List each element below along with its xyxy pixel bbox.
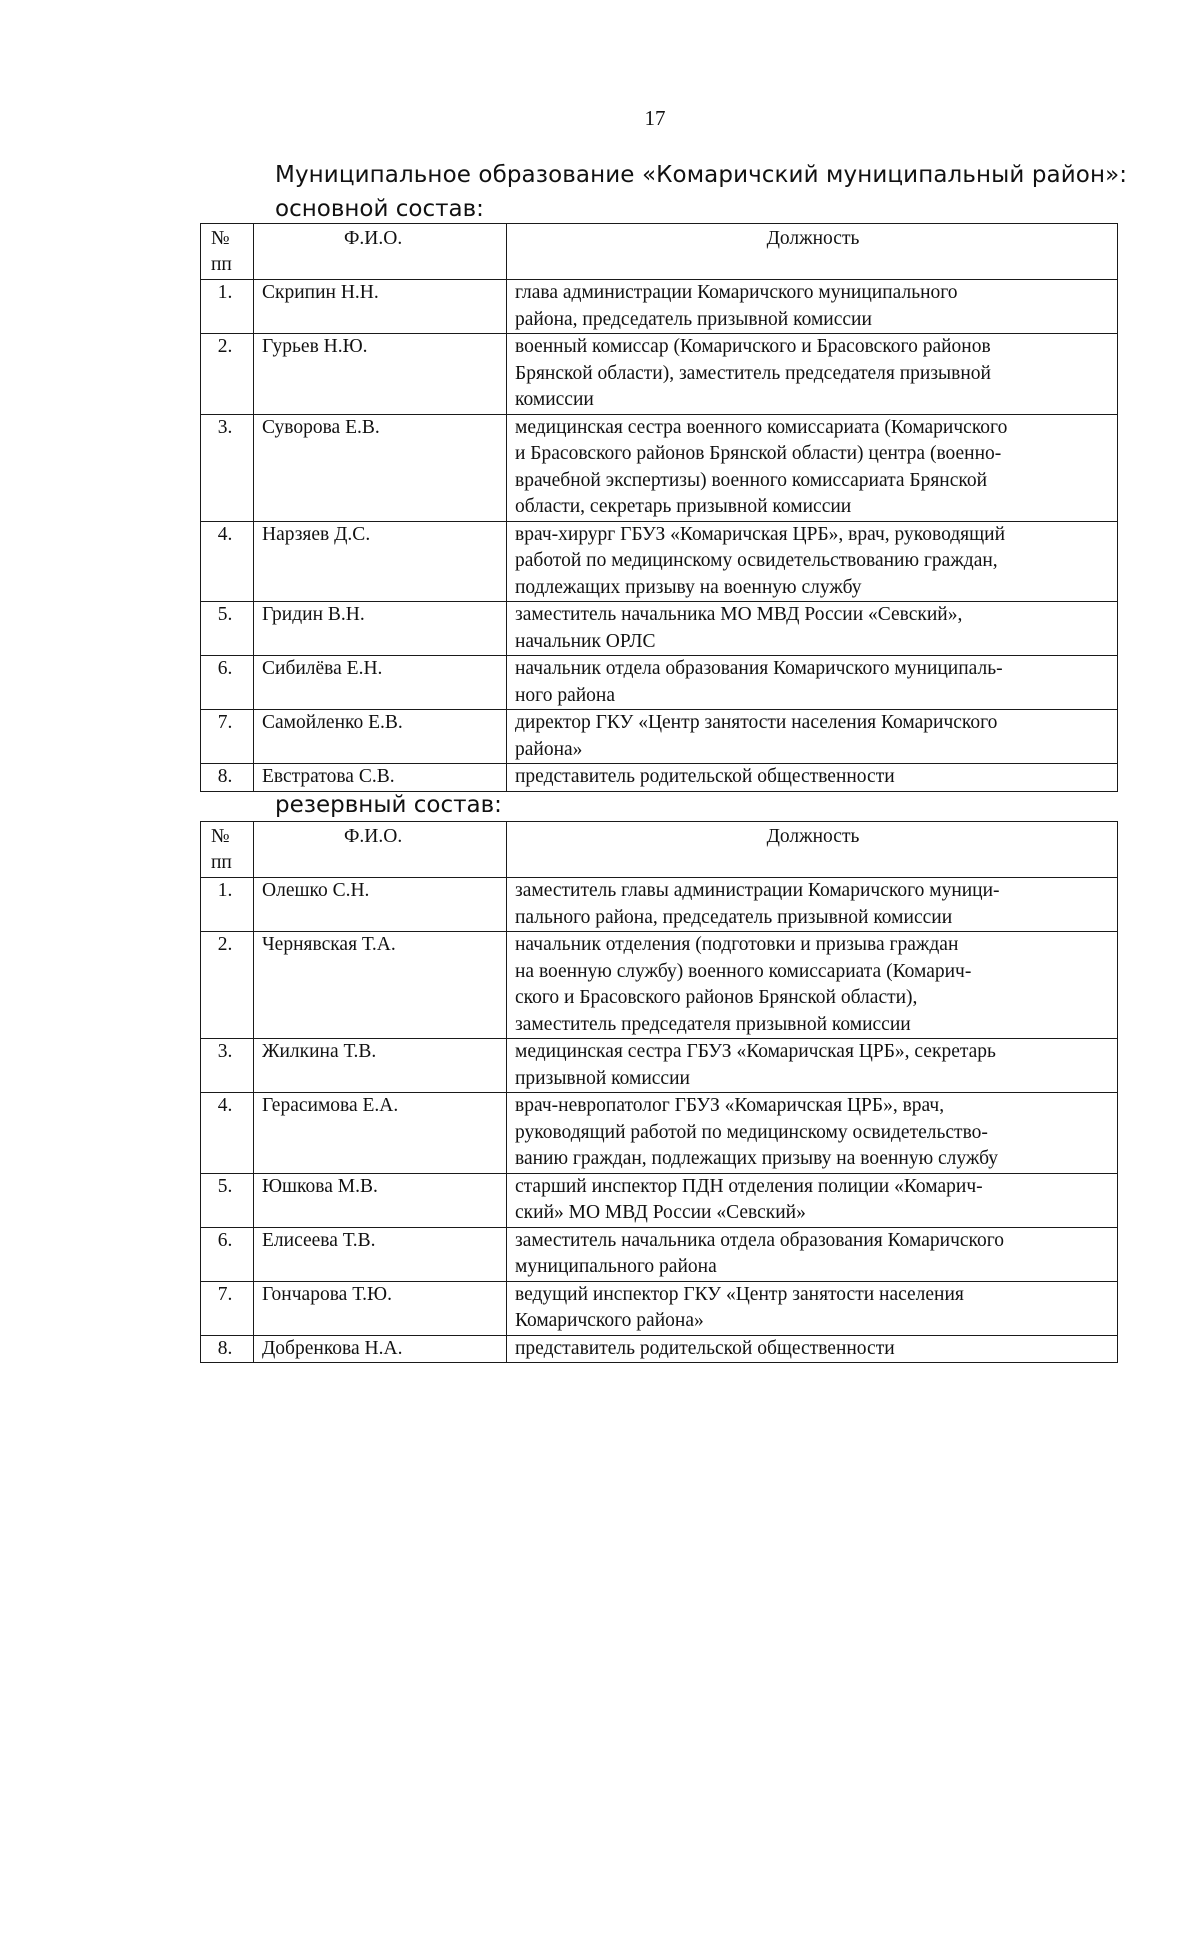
member-position: медицинская сестра ГБУЗ «Комаричская ЦРБ», секретарь призывной комиссии [507,1039,1118,1093]
row-number: 1. [201,280,254,334]
member-name: Евстратова С.В. [254,764,507,792]
table-row [201,764,1118,792]
row-number: 6. [201,656,254,710]
member-position: старший инспектор ПДН отделения полиции «Комарич- ский» МО МВД России «Севский» [507,1173,1118,1227]
member-position: начальник отдела образования Комаричского муниципаль- ного района [507,656,1118,710]
table-row [201,932,1118,1039]
reserve-composition-caption: резервный состав: [275,792,502,818]
column-header-position: Должность [507,224,1118,280]
table-header-row [201,224,1118,280]
member-name: Гурьев Н.Ю. [254,334,507,415]
column-header-name: Ф.И.О. [254,822,507,878]
table-row [201,1039,1118,1093]
table-row [201,521,1118,602]
member-position: глава администрации Комаричского муниципального района, председатель призывной комиссии [507,280,1118,334]
table-row [201,878,1118,932]
member-name: Суворова Е.В. [254,414,507,521]
member-position: представитель родительской общественности [507,1335,1118,1363]
row-number: 5. [201,602,254,656]
table-row [201,1281,1118,1335]
row-number: 7. [201,1281,254,1335]
member-position: военный комиссар (Комаричского и Брасовского районов Брянской области), заместитель председателя призывной комиссии [507,334,1118,415]
main-composition-caption: основной состав: [275,196,484,222]
row-number: 4. [201,1093,254,1174]
member-position: врач-невропатолог ГБУЗ «Комаричская ЦРБ», врач, руководящий работой по медицинскому освидетельство- ванию граждан, подлежащих призыву на военную службу [507,1093,1118,1174]
member-position: заместитель главы администрации Комаричского муници- пального района, председатель призывной комиссии [507,878,1118,932]
table-row [201,1335,1118,1363]
table-row [201,656,1118,710]
member-name: Олешко С.Н. [254,878,507,932]
member-name: Нарзяев Д.С. [254,521,507,602]
page-number: 17 [644,106,666,130]
member-name: Гридин В.Н. [254,602,507,656]
row-number: 8. [201,1335,254,1363]
member-name: Герасимова Е.А. [254,1093,507,1174]
member-name: Юшкова М.В. [254,1173,507,1227]
reserve-composition-table [200,821,1118,1363]
column-header-position: Должность [507,822,1118,878]
member-position: медицинская сестра военного комиссариата (Комаричского и Брасовского районов Брянской области) центра (военно- врачебной экспертизы) военного комиссариата Брянской области, секретарь призывной комиссии [507,414,1118,521]
main-composition-table [200,223,1118,792]
member-position: начальник отделения (подготовки и призыва граждан на военную службу) военного комиссариата (Комарич- ского и Брасовского районов Брянской области), заместитель председателя призывной комиссии [507,932,1118,1039]
table-row [201,1173,1118,1227]
row-number: 3. [201,414,254,521]
member-name: Жилкина Т.В. [254,1039,507,1093]
row-number: 8. [201,764,254,792]
row-number: 2. [201,334,254,415]
member-name: Скрипин Н.Н. [254,280,507,334]
table-row [201,414,1118,521]
member-name: Самойленко Е.В. [254,710,507,764]
document-heading: Муниципальное образование «Комаричский муниципальный район»: [275,162,1128,188]
member-name: Чернявская Т.А. [254,932,507,1039]
row-number: 1. [201,878,254,932]
member-position: ведущий инспектор ГКУ «Центр занятости населения Комаричского района» [507,1281,1118,1335]
member-name: Сибилёва Е.Н. [254,656,507,710]
member-name: Гончарова Т.Ю. [254,1281,507,1335]
member-position: директор ГКУ «Центр занятости населения Комаричского района» [507,710,1118,764]
row-number: 4. [201,521,254,602]
table-row [201,334,1118,415]
member-name: Добренкова Н.А. [254,1335,507,1363]
table-row [201,602,1118,656]
table-row [201,1227,1118,1281]
row-number: 5. [201,1173,254,1227]
member-position: заместитель начальника отдела образования Комаричского муниципального района [507,1227,1118,1281]
column-header-number: № пп [201,822,254,878]
member-position: заместитель начальника МО МВД России «Севский», начальник ОРЛС [507,602,1118,656]
table-row [201,1093,1118,1174]
table-row [201,710,1118,764]
row-number: 3. [201,1039,254,1093]
column-header-number: № пп [201,224,254,280]
table-header-row [201,822,1118,878]
member-name: Елисеева Т.В. [254,1227,507,1281]
column-header-name: Ф.И.О. [254,224,507,280]
member-position: представитель родительской общественности [507,764,1118,792]
row-number: 2. [201,932,254,1039]
row-number: 7. [201,710,254,764]
table-row [201,280,1118,334]
row-number: 6. [201,1227,254,1281]
member-position: врач-хирург ГБУЗ «Комаричская ЦРБ», врач, руководящий работой по медицинскому освидетельствованию граждан, подлежащих призыву на военную службу [507,521,1118,602]
